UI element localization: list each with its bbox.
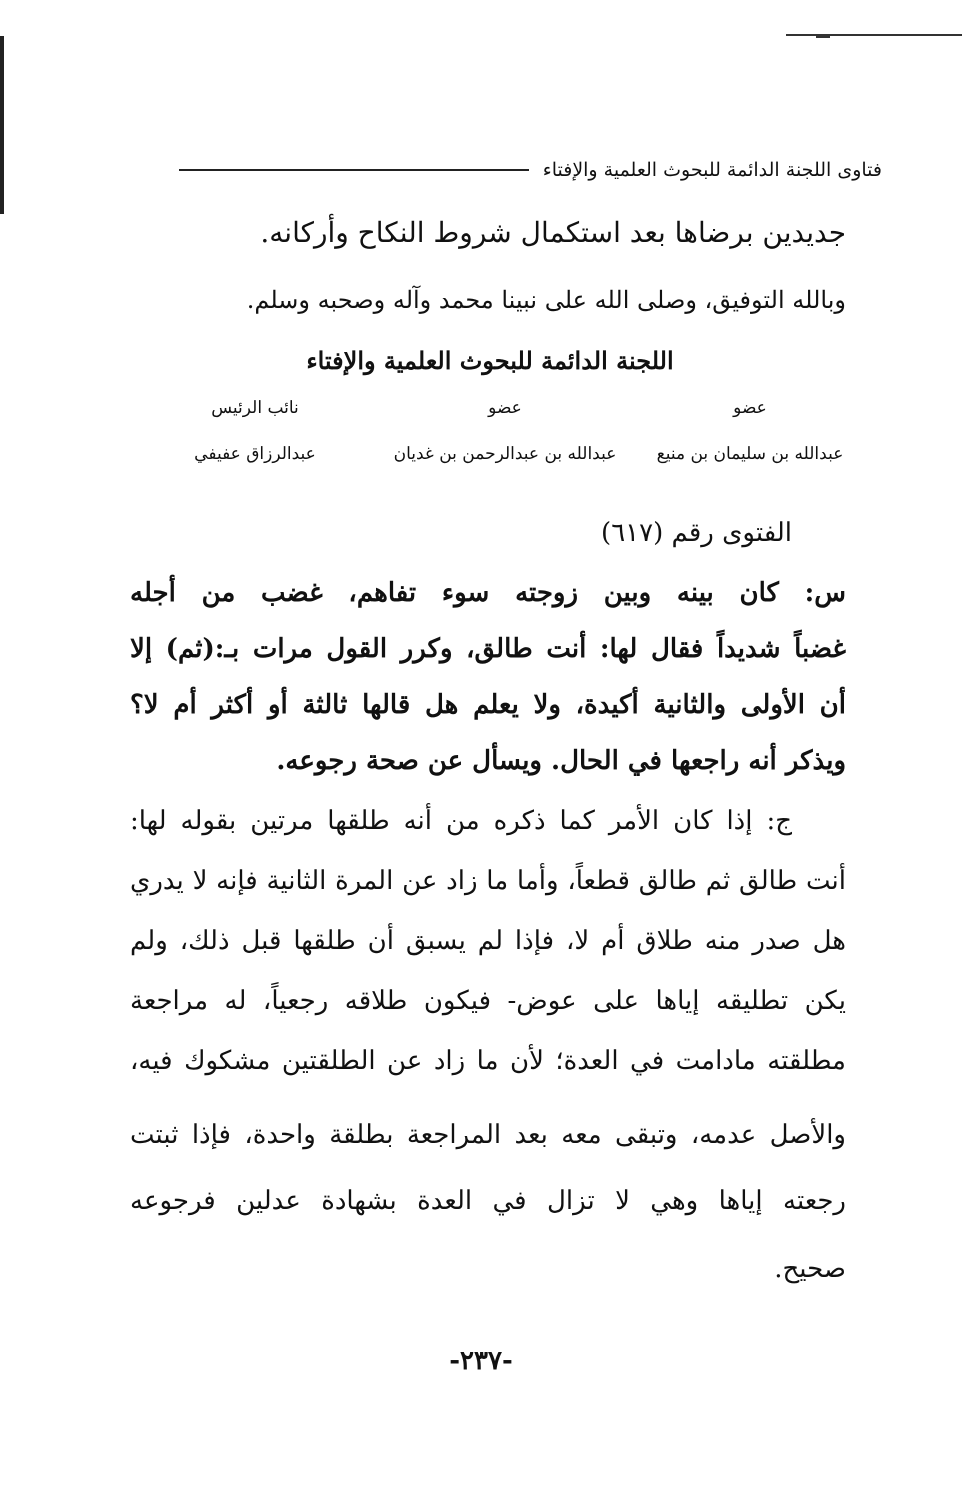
closing-formula: وبالله التوفيق، وصلى الله على نبينا محمد وآله وصحبه وسلم.: [246, 286, 846, 314]
answer-line: والأصل عدمه، وتبقى معه بعد المراجعة بطلقة واحدة، فإذا ثبتت: [130, 1120, 846, 1150]
running-head-rule: [179, 169, 529, 171]
answer-line: مطلقته مادامت في العدة؛ لأن ما زاد عن الطلقتين مشكوك فيه،: [130, 1046, 846, 1076]
signatory-name: عبدالله بن عبدالرحمن بن غديان: [393, 444, 617, 464]
answer-line: ج: إذا كان الأمر كما ذكره من أنه طلقها مرتين بقوله لها:: [130, 806, 792, 836]
committee-name: اللجنة الدائمة للبحوث العلمية والإفتاء: [306, 346, 674, 375]
signatory-name: عبدالرزاق عفيفي: [194, 444, 316, 464]
top-rule: [786, 34, 962, 36]
answer-line: رجعته إياها وهي لا تزال في العدة بشهادة عدلين فرجوعه: [130, 1186, 846, 1216]
answer-line: هل صدر منه طلاق أم لا، فإذا لم يسبق أن طلقها قبل ذلك، ولم: [130, 926, 846, 956]
answer-line: يكن تطليقه إياها على عوض- فيكون طلاقه رجعياً، له مراجعة: [130, 986, 846, 1016]
signatory-roles: [150, 398, 850, 418]
question-line: غضباً شديداً فقال لها: أنت طالق، وكرر القول مرات بـ:(ثم) إلا: [130, 634, 846, 664]
signatory-name: عبدالله بن سليمان بن منيع: [656, 444, 844, 464]
continuation-line-1: جديدين برضاها بعد استكمال شروط النكاح وأركانه.: [260, 216, 846, 249]
question-line: س: كان بينه وبين زوجته سوء تفاهم، غضب من أجله: [130, 578, 846, 608]
page-number: -٢٣٧-: [449, 1346, 513, 1376]
question-line: أن الأولى والثانية أكيدة، ولا يعلم هل قالها ثالثة أو أكثر أم لا؟: [130, 690, 846, 720]
question-line: ويذكر أنه راجعها في الحال. ويسأل عن صحة رجوعه.: [276, 746, 846, 776]
signatory-role: نائب الرئيس: [211, 398, 299, 418]
signatory-role: عضو: [733, 398, 767, 418]
signatory-names: [150, 444, 850, 464]
fatwa-number: الفتوى رقم (٦١٧): [601, 518, 792, 548]
running-title: فتاوى اللجنة الدائمة للبحوث العلمية والإفتاء: [542, 159, 882, 181]
top-rule-tick: [816, 35, 830, 38]
running-head: [132, 152, 882, 188]
page-edge-mark: [0, 36, 4, 214]
signatory-role: عضو: [488, 398, 522, 418]
answer-line: صحيح.: [774, 1254, 846, 1284]
answer-line: أنت طالق ثم طالق قطعاً، وأما ما زاد عن المرة الثانية فإنه لا يدري: [130, 866, 846, 896]
